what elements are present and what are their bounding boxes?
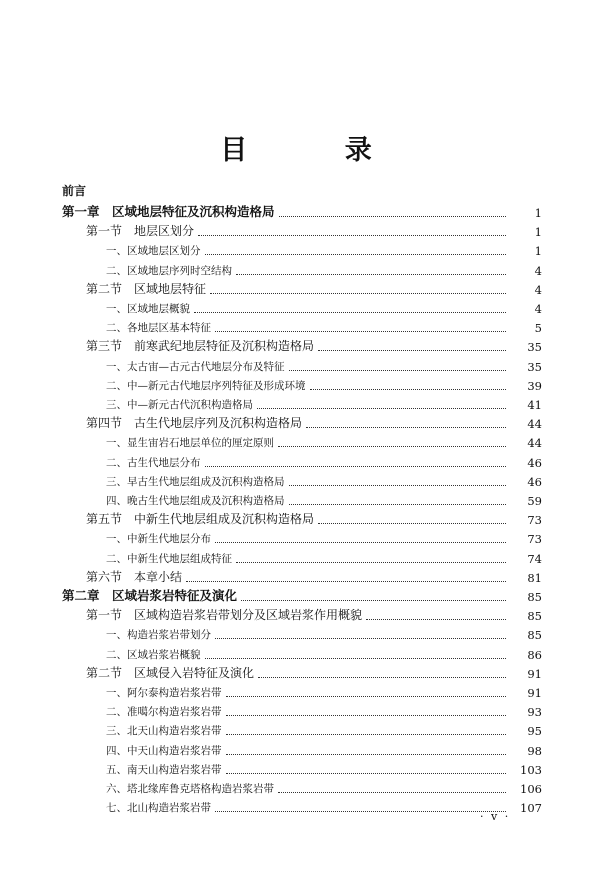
- toc-entry[interactable]: [0, 238, 592, 258]
- toc-entry-page: 73: [527, 513, 542, 528]
- toc-entry-label: 一、显生宙岩石地层单位的厘定原则: [106, 437, 274, 450]
- toc-entry-page: 35: [527, 359, 542, 374]
- toc-entry-label: 第一章 区域地层特征及沉积构造格局: [62, 204, 275, 219]
- toc-entry[interactable]: [0, 219, 592, 239]
- toc-entry[interactable]: [0, 488, 592, 508]
- toc-dot-leader: [257, 408, 506, 409]
- toc-dot-leader: [215, 331, 506, 332]
- toc-entry-page: 107: [520, 801, 542, 816]
- toc-entry[interactable]: [0, 354, 592, 374]
- toc-entry[interactable]: [0, 258, 592, 278]
- toc-entry-label: 一、区域地层概貌: [106, 303, 190, 315]
- toc-dot-leader: [306, 427, 506, 428]
- toc-dot-leader: [278, 446, 506, 447]
- toc-entry-label: 四、中天山构造岩浆岩带: [106, 744, 222, 757]
- toc-entry[interactable]: [0, 584, 592, 604]
- page-title: 目 录: [220, 135, 416, 166]
- toc-entry-label: 一、构造岩浆岩带划分: [106, 629, 211, 642]
- toc-entry-label: 二、中—新元古代地层序列特征及形成环境: [106, 379, 306, 392]
- toc-entry-label: 第六节 本章小结: [86, 569, 183, 584]
- toc-entry[interactable]: [0, 526, 592, 546]
- toc-entry-page: 1: [534, 244, 542, 259]
- toc-dot-leader: [226, 734, 507, 735]
- toc-dot-leader: [198, 235, 506, 236]
- toc-entry-label: 三、中—新元古代沉积构造格局: [106, 399, 253, 411]
- toc-entry-label: 七、北山构造岩浆岩带: [106, 802, 211, 815]
- toc-entry-label: 第二章 区域岩浆岩特征及演化: [62, 588, 238, 603]
- toc-dot-leader: [289, 485, 507, 486]
- toc-dot-leader: [215, 542, 506, 543]
- toc-entry[interactable]: [0, 546, 592, 566]
- toc-entry-label: 二、区域地层序列时空结构: [106, 264, 232, 277]
- toc-entry-page: 46: [527, 455, 542, 470]
- toc-entry-page: 4: [534, 263, 542, 278]
- toc-entry-page: 74: [527, 551, 542, 566]
- toc-entry-page: 106: [520, 782, 542, 796]
- toc-dot-leader: [318, 523, 506, 524]
- toc-entry[interactable]: [0, 507, 592, 527]
- toc-entry-page: 1: [534, 225, 542, 240]
- toc-entry-page: 86: [527, 647, 542, 662]
- toc-entry[interactable]: [0, 315, 592, 335]
- toc-entry[interactable]: [0, 411, 592, 431]
- toc-dot-leader: [318, 350, 506, 351]
- toc-entry-page: 91: [527, 666, 542, 681]
- toc-dot-leader: [210, 293, 506, 294]
- page-number-folio: · v ·: [480, 810, 511, 823]
- toc-entry[interactable]: [0, 718, 592, 738]
- toc-entry[interactable]: [0, 680, 592, 700]
- toc-entry-page: 41: [527, 398, 542, 412]
- toc-entry-label: 四、晚古生代地层组成及沉积构造格局: [106, 495, 285, 507]
- toc-entry-label: 第三节 前寒武纪地层特征及沉积构造格局: [86, 339, 315, 354]
- toc-entry-page: 95: [527, 724, 542, 739]
- toc-dot-leader: [215, 811, 506, 812]
- toc-entry-page: 4: [534, 282, 542, 297]
- toc-dot-leader: [205, 658, 507, 659]
- toc-entry-page: 91: [527, 686, 542, 700]
- toc-entry-label: 三、早古生代地层组成及沉积构造格局: [106, 475, 285, 488]
- toc-dot-leader: [226, 696, 507, 697]
- toc-entry-page: 85: [527, 590, 542, 604]
- toc-entry-label: 第一节 地层区划分: [86, 224, 195, 239]
- toc-dot-leader: [186, 581, 506, 582]
- toc-entry-label: 第四节 古生代地层序列及沉积构造格局: [86, 416, 303, 431]
- toc-entry-label: 二、准噶尔构造岩浆岩带: [106, 706, 222, 719]
- toc-entry-page: 98: [527, 743, 542, 758]
- toc-entry-label: 一、中新生代地层分布: [106, 533, 211, 546]
- toc-entry-label: 三、北天山构造岩浆岩带: [106, 725, 222, 738]
- toc-dot-leader: [205, 254, 507, 255]
- toc-dot-leader: [236, 562, 506, 563]
- toc-entry[interactable]: [0, 200, 592, 220]
- toc-entry-label: 二、各地层区基本特征: [106, 322, 211, 335]
- toc-entry-label: 二、古生代地层分布: [106, 456, 201, 469]
- toc-entry[interactable]: [0, 757, 592, 777]
- toc-entry-label: 一、阿尔泰构造岩浆岩带: [106, 687, 222, 699]
- toc-entry[interactable]: [0, 699, 592, 719]
- toc-entry[interactable]: [0, 296, 592, 316]
- toc-dot-leader: [310, 389, 507, 390]
- toc-entry[interactable]: [0, 622, 592, 642]
- toc-entry-page: 39: [527, 378, 542, 393]
- toc-dot-leader: [241, 600, 506, 601]
- toc-entry-label: 第二节 区域地层特征: [86, 281, 207, 296]
- toc-entry[interactable]: [0, 642, 592, 662]
- toc-entry-label: 二、区域岩浆岩概貌: [106, 648, 201, 661]
- toc-entry-page: 44: [527, 436, 542, 451]
- toc-dot-leader: [226, 773, 507, 774]
- toc-entry-page: 4: [534, 302, 542, 316]
- toc-entry[interactable]: [0, 738, 592, 758]
- toc-entry-label: 第一节 区域构造岩浆岩带划分及区域岩浆作用概貌: [86, 608, 363, 623]
- toc-entry-page: 93: [527, 705, 542, 720]
- toc-entry-label: 五、南天山构造岩浆岩带: [106, 763, 222, 776]
- toc-dot-leader: [236, 274, 506, 275]
- toc-entry-label: 第二节 区域侵入岩特征及演化: [86, 665, 255, 680]
- toc-entry-page: 46: [527, 474, 542, 489]
- toc-dot-leader: [215, 638, 506, 639]
- toc-dot-leader: [289, 504, 507, 505]
- toc-entry[interactable]: [0, 373, 592, 393]
- toc-entry-page: 44: [527, 417, 542, 432]
- toc-entry[interactable]: [0, 430, 592, 450]
- toc-entry-label: 一、太古宙—古元古代地层分布及特征: [106, 360, 285, 373]
- toc-entry[interactable]: [0, 661, 592, 681]
- toc-entry-page: 59: [527, 494, 542, 508]
- toc-entry[interactable]: [0, 469, 592, 489]
- toc-dot-leader: [278, 792, 506, 793]
- toc-entry[interactable]: [0, 776, 592, 796]
- toc-entry-page: 35: [527, 340, 542, 355]
- toc-dot-leader: [226, 754, 507, 755]
- toc-entry-page: 81: [527, 570, 542, 585]
- toc-dot-leader: [279, 216, 506, 217]
- toc-entry-label: 六、塔北缘库鲁克塔格构造岩浆岩带: [106, 783, 274, 795]
- toc-dot-leader: [194, 312, 506, 313]
- toc-entry-page: 1: [534, 206, 542, 220]
- toc-dot-leader: [226, 715, 507, 716]
- toc-entry[interactable]: [0, 565, 592, 585]
- toc-entry-label: 一、区域地层区划分: [106, 245, 201, 258]
- toc-entry-page: 85: [527, 609, 542, 624]
- toc-entry[interactable]: [0, 392, 592, 412]
- toc-entry-page: 103: [520, 762, 542, 777]
- toc-entry[interactable]: [0, 603, 592, 623]
- toc-entry[interactable]: [0, 334, 592, 354]
- toc-dot-leader: [366, 619, 506, 620]
- toc-preface: 前言: [62, 184, 87, 198]
- toc-dot-leader: [258, 677, 506, 678]
- toc-entry-label: 第五节 中新生代地层组成及沉积构造格局: [86, 512, 315, 527]
- toc-dot-leader: [289, 370, 507, 371]
- toc-dot-leader: [205, 466, 507, 467]
- toc-entry-page: 85: [527, 628, 542, 643]
- toc-entry-page: 73: [527, 532, 542, 547]
- toc-entry-label: 二、中新生代地层组成特征: [106, 552, 232, 565]
- toc-entry-page: 5: [534, 321, 542, 336]
- toc-entry[interactable]: [0, 277, 592, 297]
- toc-entry[interactable]: [0, 450, 592, 470]
